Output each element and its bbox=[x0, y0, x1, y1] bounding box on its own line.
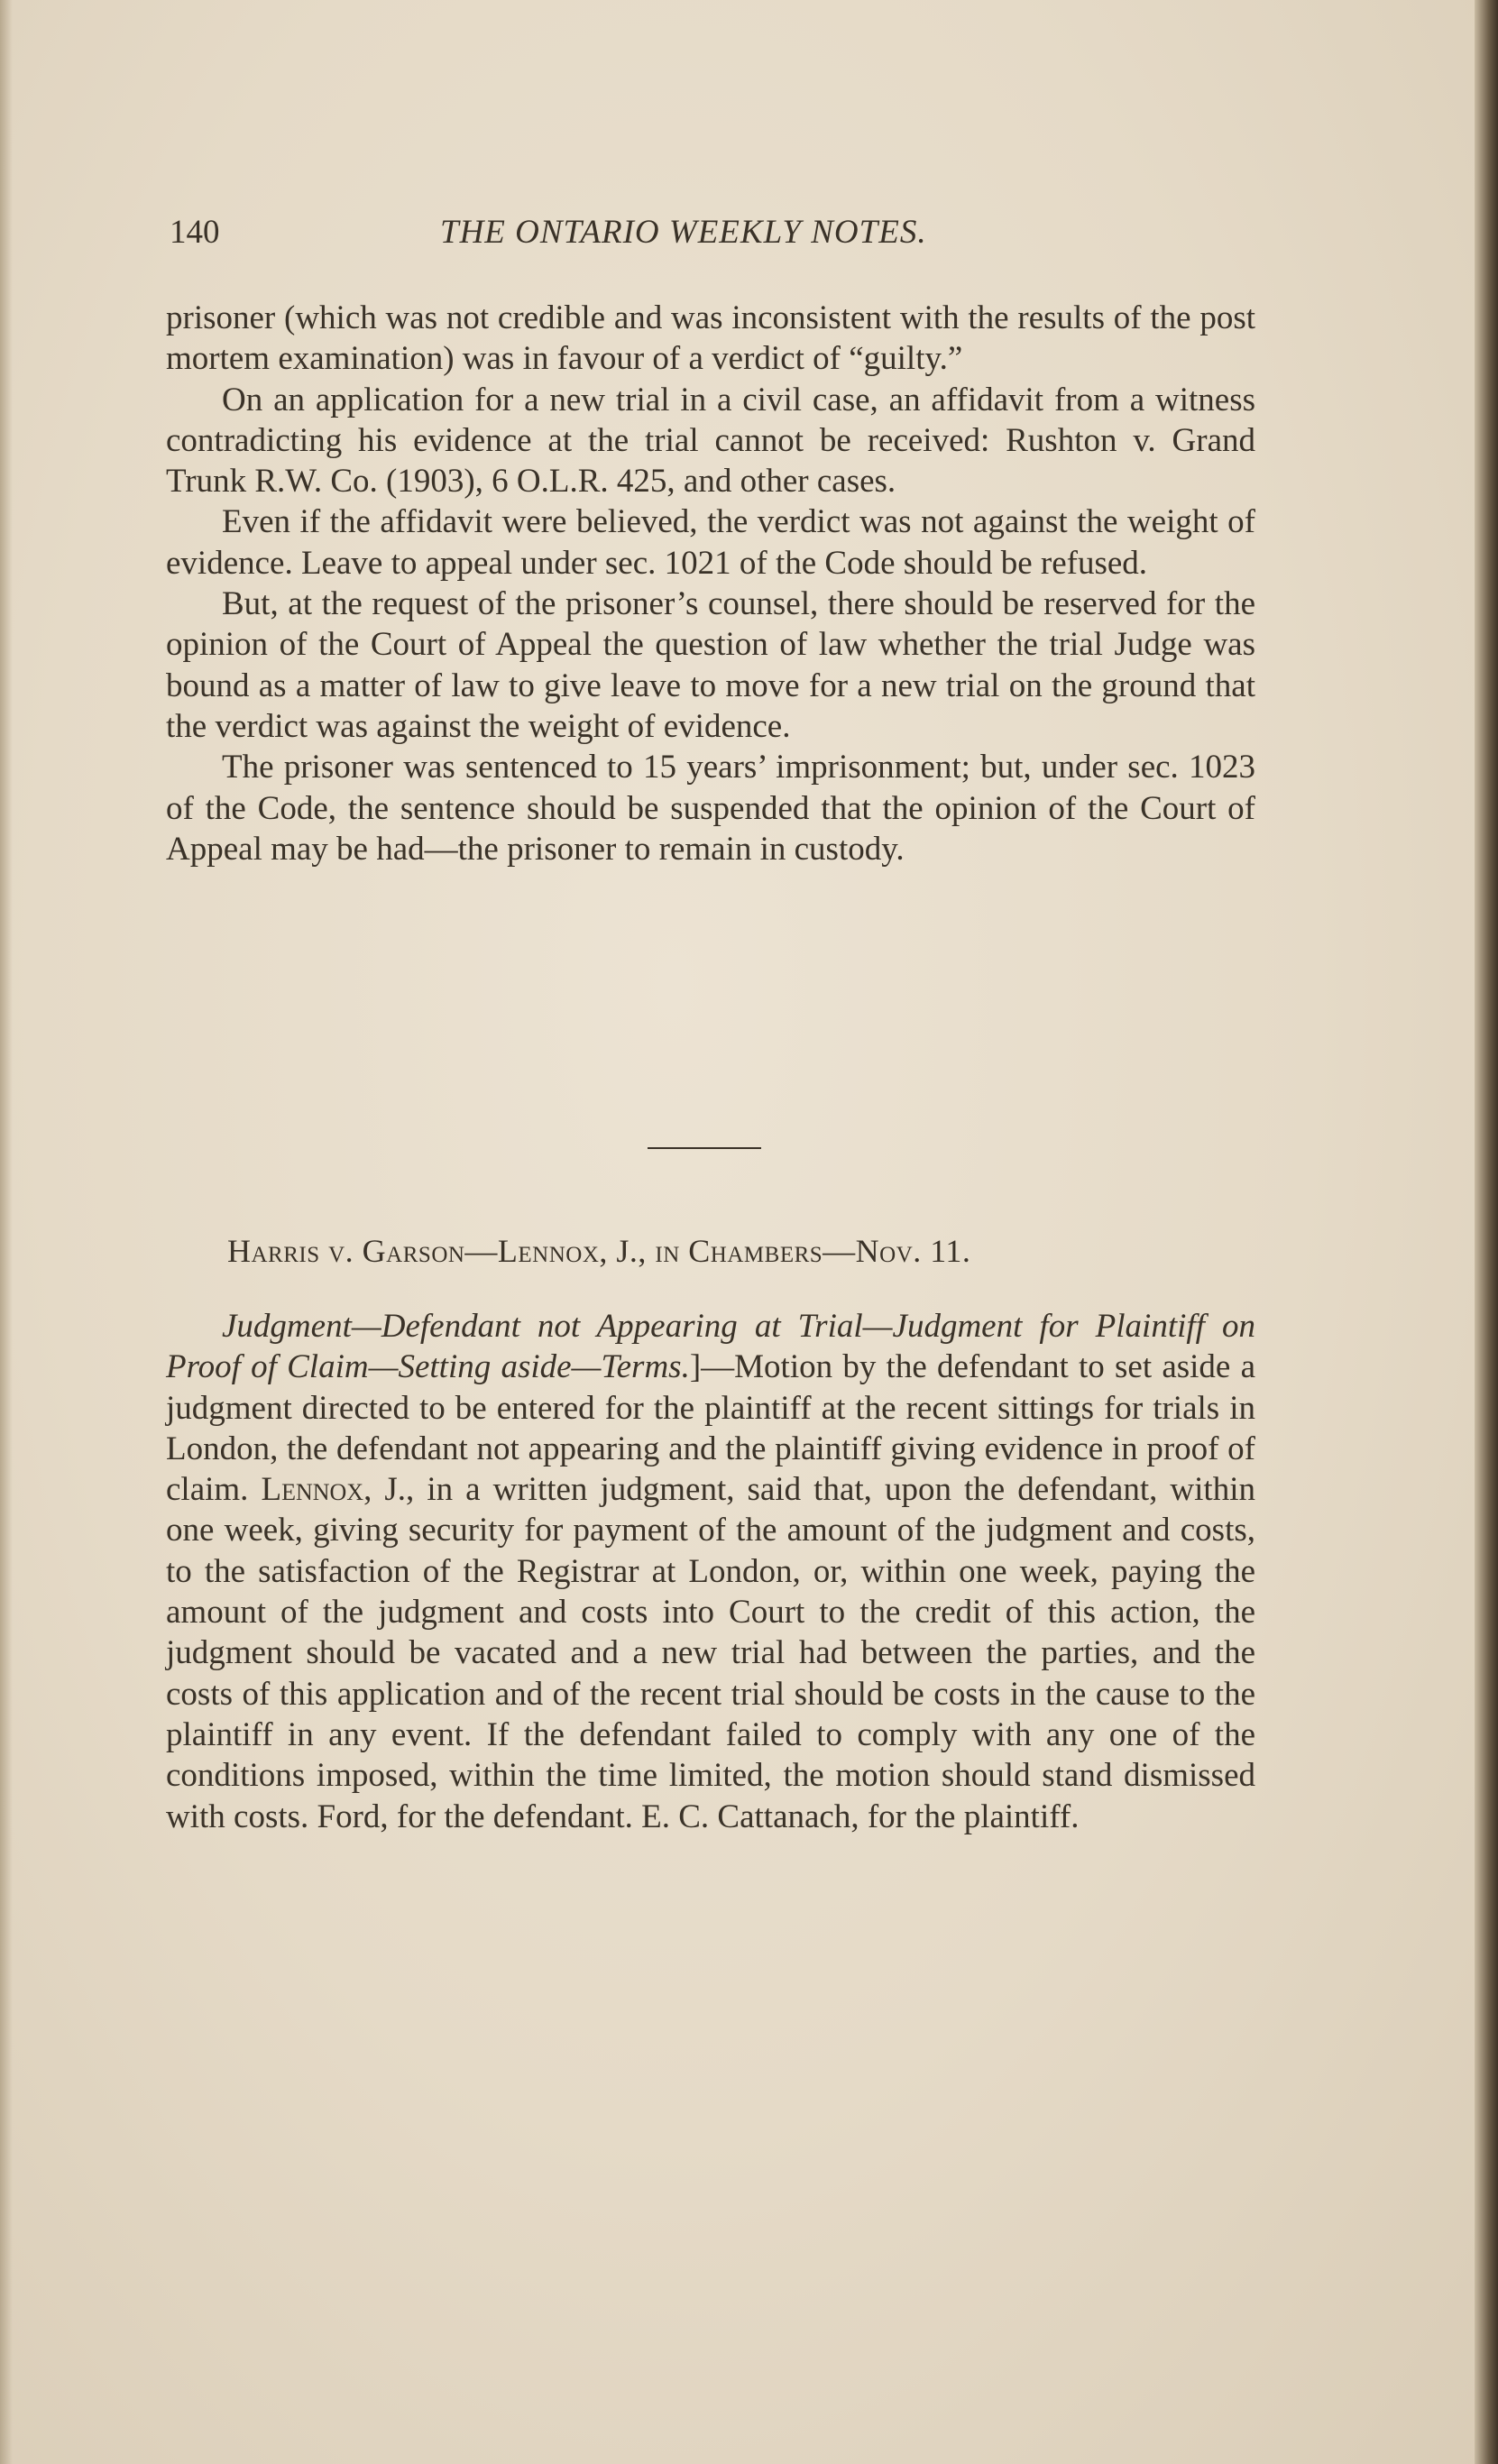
paragraph: The prisoner was sentenced to 15 years’ imprisonment; but, under sec. 1023 of the Code, the sentence should be suspended that the opinion of the Court of Appeal may be had—the prisoner to remain in custody. bbox=[166, 749, 1255, 868]
running-head: THE ONTARIO WEEKLY NOTES. bbox=[440, 214, 927, 251]
paragraph: On an application for a new trial in a civil case, an affidavit from a witness contradicting his evidence at the trial cannot be received: Rushton v. Grand Trunk R.W. Co. (1903), 6 O.L.R. 425, and other cases. bbox=[166, 381, 1255, 501]
page-header bbox=[170, 213, 1252, 258]
section-divider bbox=[648, 1147, 761, 1149]
page-number: 140 bbox=[170, 214, 220, 251]
case-paragraph bbox=[166, 1306, 1255, 1837]
top-section bbox=[166, 298, 1255, 869]
case-report bbox=[166, 1306, 1255, 1837]
page-binding-edge bbox=[1475, 0, 1498, 2464]
case-text-before-judge: ]—Motion by the defendant to set aside a judgment directed to be entered for the plaintiff at the recent sittings for trials in London, the defendant not appearing and the plaintiff giving evidence in proof of claim. bbox=[166, 1348, 1255, 1509]
page-left-shadow bbox=[0, 0, 13, 2464]
case-heading: Harris v. Garson—Lennox, J., in Chambers—Nov. 11. bbox=[227, 1233, 971, 1269]
paragraph: prisoner (which was not credible and was inconsistent with the results of the post mortem examination) was in favour of a verdict of “guilty.” bbox=[166, 299, 1255, 378]
catchwords: Judgment—Defendant not Appearing at Trial—Judgment for Plaintiff on Proof of Claim—Setting aside—Terms. bbox=[166, 1308, 1255, 1386]
paragraph: But, at the request of the prisoner’s counsel, there should be reserved for the opinion of the Court of Appeal the question of law whether the trial Judge was bound as a matter of law to give leave to move for a new trial on the ground that the verdict was against the weight of evidence. bbox=[166, 585, 1255, 745]
case-text-after-judge: , J., in a written judgment, said that, upon the defendant, within one week, giving security for payment of the amount of the judgment and costs, to the satisfaction of the Registrar at London, or, within one week, paying the amount of the judgment and costs into Court to the credit of this action, the judgment should be vacated and a new trial had between the parties, and the costs of this application and of the recent trial should be costs in the cause to the plaintiff in any event. If the defendant failed to comply with any one of the conditions imposed, within the time limited, the motion should stand dismissed with costs. Ford, for the defendant. E. C. Cattanach, for the plaintiff. bbox=[166, 1471, 1255, 1835]
paragraph: Even if the affidavit were believed, the verdict was not against the weight of evidence. Leave to appeal under sec. 1021 of the Code should be refused. bbox=[166, 503, 1255, 582]
judge-name: Lennox bbox=[261, 1471, 364, 1509]
